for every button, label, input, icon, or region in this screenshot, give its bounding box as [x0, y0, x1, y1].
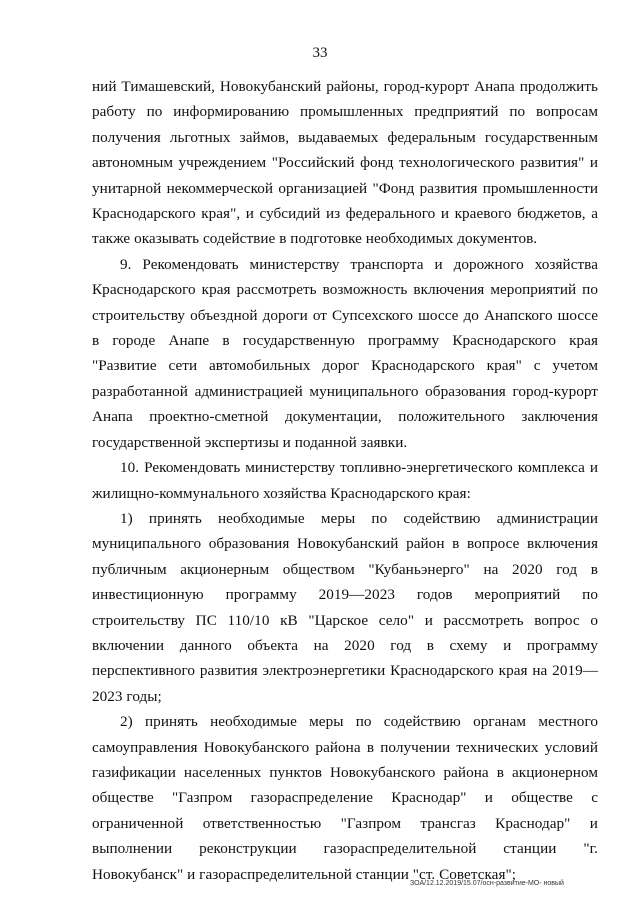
paragraph-item-9: 9. Рекомендовать министерству транспорта и дорожного хозяйства Краснодарского края рассмотреть возможность включения мероприятий по строительству объездной дороги от Супсехского шоссе до Анапского шоссе в городе Анапе в государственную программу Краснодарского края "Развитие сети автомобильных дорог Краснодарского края" с учетом разработанной администрацией муниципального образования город-курорт Анапа проектно-сметной документации, положительного заключения государственной экспертизы и поданной заявки. [92, 255, 598, 451]
paragraph-subitem-2: 2) принять необходимые меры по содействию органам местного самоуправления Новокубанского района в получении технических условий газификации населенных пунктов Новокубанского района в акционерном обществе "Газпром газораспределение Краснодар" и обществе с ограниченной ответственностью "Газпром трансгаз Краснодар" и выполнении реконструкции газораспределительной станции "г. Новокубанск" и газораспределительной станции "ст. Советская"; [92, 713, 598, 883]
paragraph-continuation: ний Тимашевский, Новокубанский районы, город-курорт Анапа продолжить работу по информированию промышленных предприятий по вопросам получения льготных займов, выдаваемых федеральным государственным автономным учреждением "Российский фонд технологического развития" и унитарной некоммерческой организацией "Фонд развития промышленности Краснодарского края", и субсидий из федерального и краевого бюджетов, а также оказывать содействие в подготовке необходимых документов. [92, 78, 598, 248]
footer-file-reference: ЗОА/12.12.2019/15.07/осн-развитие-МО- новый [410, 880, 564, 887]
paragraph-item-10: 10. Рекомендовать министерству топливно-энергетического комплекса и жилищно-коммунального хозяйства Краснодарского края: [92, 459, 598, 502]
document-body [92, 74, 598, 887]
paragraph-subitem-1: 1) принять необходимые меры по содействию администрации муниципального образования Новокубанский район в вопросе включения публичным акционерным обществом "Кубаньэнерго" на 2020 год в инвестиционную программу 2019—2023 годов мероприятий по строительству ПС 110/10 кВ "Царское село" и рассмотреть вопрос о включении данного объекта на 2020 год в схему и программу перспективного развития электроэнергетики Краснодарского края на 2019—2023 годы; [92, 509, 598, 705]
page-number: 33 [312, 45, 328, 61]
